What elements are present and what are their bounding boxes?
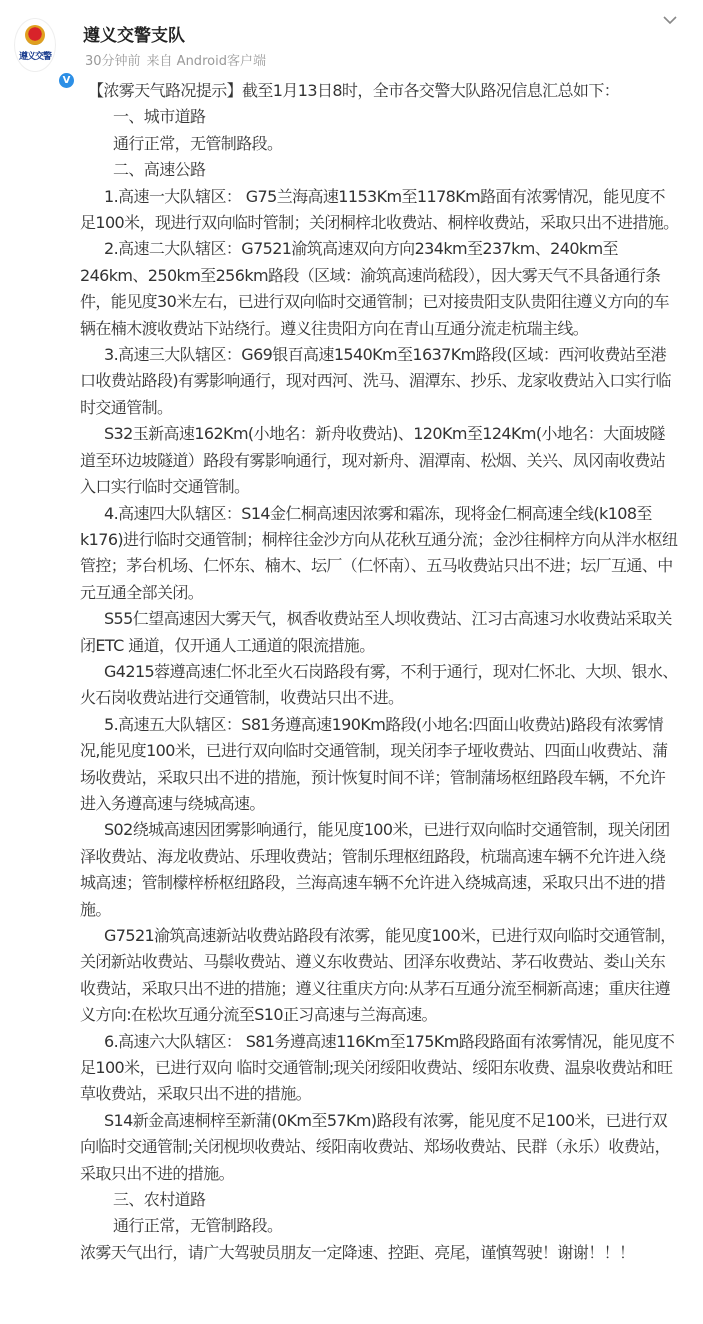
highway-item: G4215蓉遵高速仁怀北至火石岗路段有雾，不利于通行，现对仁怀北、大坝、银水、火石岗收费站进行交通管制，收费站只出不进。 — [80, 661, 678, 708]
highway-item: 1.高速一大队辖区： G75兰海高速1153Km至1178Km路面有浓雾情况，能见度不足100米，现进行双向临时管制；关闭桐梓北收费站、桐梓收费站，采取只出不进措施。 — [80, 186, 679, 233]
highway-item: S32玉新高速162Km(小地名：新舟收费站)、120Km至124Km(小地名：大面坡隧道至环边坡隧道）路段有雾影响通行，现对新舟、湄潭南、松烟、关兴、凤冈南收费站入口实行临时交通管制。 — [80, 424, 666, 497]
verified-badge-icon: V — [58, 72, 75, 89]
avatar[interactable] — [14, 18, 71, 86]
highway-item: S14新金高速桐梓至新蒲(0Km至57Km)路段有浓雾，能见度不足100米，已进行双向临时交通管制;关闭枧坝收费站、绥阳南收费站、郑场收费站、民群（永乐）收费站，采取只出不进的措施。 — [80, 1110, 670, 1183]
highway-item: S55仁望高速因大雾天气，枫香收费站至人坝收费站、江习古高速习水收费站采取关闭ETC 通道，仅开通人工通道的限流措施。 — [80, 609, 672, 655]
highway-item: 4.高速四大队辖区：S14金仁桐高速因浓雾和霜冻，现将金仁桐高速全线(k108至k176)进行临时交通管制；桐梓往金沙方向从花秋互通分流；金沙往桐梓方向从泮水枢纽管控；茅台机场、仁怀东、楠木、坛厂（仁怀南）、五马收费站只出不进；坛厂互通、中元互通全部关闭。 — [80, 503, 678, 602]
post-closing: 浓雾天气出行，请广大驾驶员朋友一定降速、控距、亮尾，谨慎驾驶！谢谢！！！ — [80, 1242, 635, 1262]
highway-item: 2.高速二大队辖区：G7521渝筑高速双向方向234km至237km、240km至246km、250km至256km路段（区域：渝筑高速尚嵇段），因大雾天气不具备通行条件，能见度30米左右，已进行双向临时交通管制；已对接贵阳支队贵阳往遵义方向的车辆在楠木渡收费站下站绕行。遵义往贵阳方向在青山互通分流走杭瑞主线。 — [80, 239, 669, 338]
section-rural-title: 三、农村道路 — [113, 1190, 206, 1210]
highway-item: G7521渝筑高速新站收费站路段有浓雾，能见度100米，已进行双向临时交通管制，关闭新站收费站、马鬃收费站、遵义东收费站、团泽东收费站、茅石收费站、娄山关东收费站，采取只出不进的措施；遵义往重庆方向:从茅石互通分流至桐新高速；重庆往遵义方向:在松坎互通分流至S10正习高速与兰海高速。 — [80, 926, 676, 1025]
section-highway-title: 二、高速公路 — [113, 160, 206, 180]
avatar-text: 遵义交警 — [18, 52, 51, 62]
highway-item: 6.高速六大队辖区： S81务遵高速116Km至175Km路段路面有浓雾情况，能见度不足100米，已进行双向 临时交通管制;现关闭绥阳收费站、绥阳东收费、温泉收费站和旺草收费站，采取只出不进的措施。 — [80, 1031, 675, 1104]
post-time[interactable]: 30分钟前 — [85, 54, 141, 69]
post-body — [80, 78, 680, 1266]
post-source: 来自 Android客户端 — [146, 54, 266, 69]
section-rural-status: 通行正常，无管制路段。 — [113, 1216, 283, 1236]
highway-item: 3.高速三大队辖区：G69银百高速1540Km至1637Km路段(区域：西河收费站至港口收费站路段)有雾影响通行，现对西河、洗马、湄潭东、抄乐、龙家收费站入口实行临时交通管制。 — [80, 345, 671, 417]
post-intro: 【浓雾天气路况提示】截至1月13日8时，全市各交警大队路况信息汇总如下： — [88, 81, 620, 100]
section-city-title: 一、城市道路 — [113, 107, 206, 127]
post-header — [0, 0, 703, 86]
chevron-down-icon[interactable] — [662, 14, 678, 26]
section-city-status: 通行正常，无管制路段。 — [113, 133, 283, 153]
post-meta — [85, 50, 272, 69]
account-name[interactable]: 遵义交警支队 — [83, 26, 185, 46]
highway-item: S02绕城高速因团雾影响通行，能见度100米，已进行双向临时交通管制，现关闭团泽收费站、海龙收费站、乐理收费站；管制乐理枢纽路段，杭瑞高速车辆不允许进入绕城高速；管制檬梓桥枢纽路段，兰海高速车辆不允许进入绕城高速，采取只出不进的措施。 — [80, 820, 670, 919]
police-emblem-icon — [25, 25, 45, 45]
highway-item: 5.高速五大队辖区：S81务遵高速190Km路段(小地名:四面山收费站)路段有浓雾情况,能见度100米，已进行双向临时交通管制，现关闭李子垭收费站、四面山收费站、蒲场收费站，采取只出不进的措施，预计恢复时间不详；管制蒲场枢纽路段车辆，不允许进入务遵高速与绕城高速。 — [80, 714, 668, 813]
